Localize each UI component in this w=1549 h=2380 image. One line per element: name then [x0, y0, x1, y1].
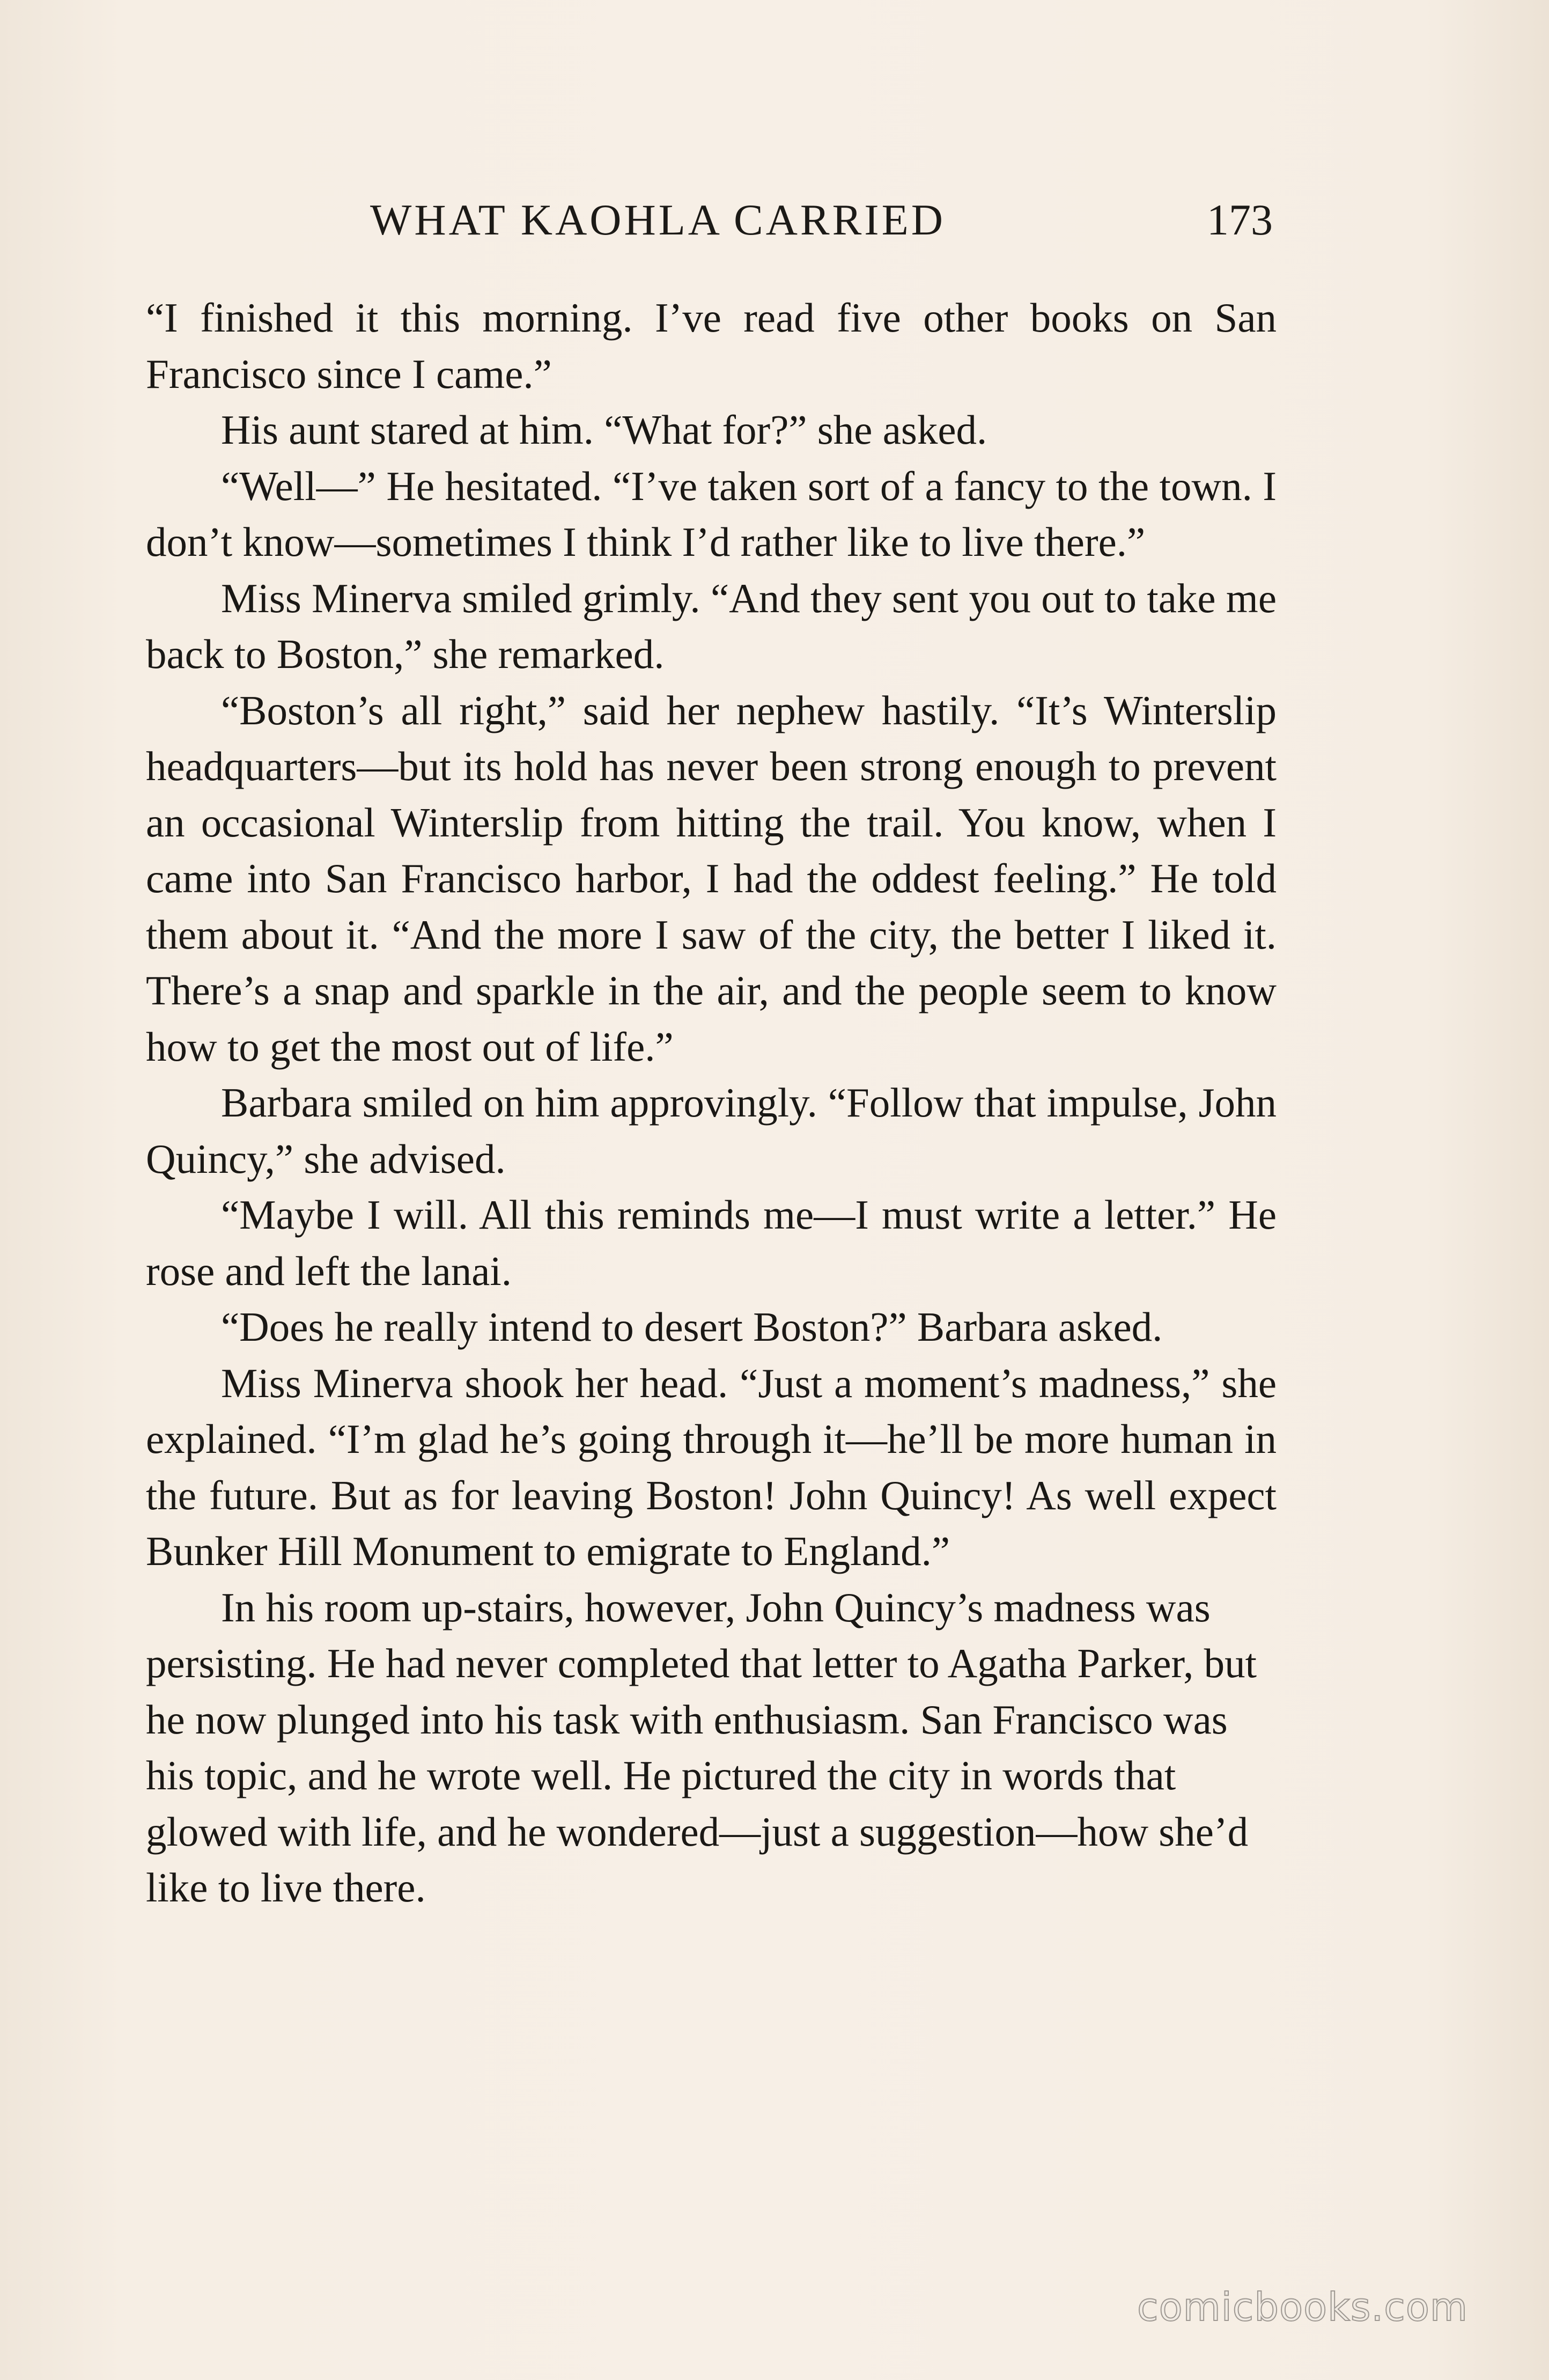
body-text	[146, 290, 1277, 1916]
paragraph: “Maybe I will. All this reminds me—I must write a letter.” He rose and left the lanai.	[146, 1192, 1277, 1294]
running-head	[370, 190, 1271, 249]
paragraph: His aunt stared at him. “What for?” she asked.	[221, 407, 987, 453]
page-number: 173	[1207, 195, 1273, 244]
paragraph: Miss Minerva shook her head. “Just a moment’s madness,” she explained. “I’m glad he’s going through it—he’ll be more human in the future. But as for leaving Boston! John Quincy! As well expect Bunker Hill Monument to emigrate to England.”	[146, 1360, 1277, 1574]
paragraph: “Well—” He hesitated. “I’ve taken sort of a fancy to the town. I don’t know—sometimes I think I’d rather like to live there.”	[146, 462, 1277, 565]
paragraph: Barbara smiled on him approvingly. “Follow that impulse, John Quincy,” she advised.	[146, 1079, 1277, 1182]
watermark: comicbooks.com	[1137, 2284, 1469, 2330]
paragraph: “Boston’s all right,” said her nephew hastily. “It’s Winterslip headquarters—but its hold has never been strong enough to prevent an occasional Winterslip from hitting the trail. You know, when I came into San Francisco harbor, I had the oddest feeling.” He told them about it. “And the more I saw of the city, the better I liked it. There’s a snap and sparkle in the air, and the people seem to know how to get the most out of life.”	[146, 687, 1277, 1070]
paragraph: “I finished it this morning. I’ve read five other books on San Francisco since I came.”	[146, 295, 1277, 397]
running-title: WHAT KAOHLA CARRIED	[370, 195, 946, 244]
paragraph: Miss Minerva smiled grimly. “And they sent you out to take me back to Boston,” she remarked.	[146, 575, 1277, 677]
paragraph: In his room up-stairs, however, John Quincy’s madness was persisting. He had never completed that letter to Agatha Parker, but he now plunged into his task with enthusiasm. San Francisco was his topic, and he wrote well. He pictured the city in words that glowed with life, and he wondered—just a suggestion—how she’d like to live there.	[146, 1584, 1257, 1911]
paragraph: “Does he really intend to desert Boston?” Barbara asked.	[221, 1304, 1163, 1350]
